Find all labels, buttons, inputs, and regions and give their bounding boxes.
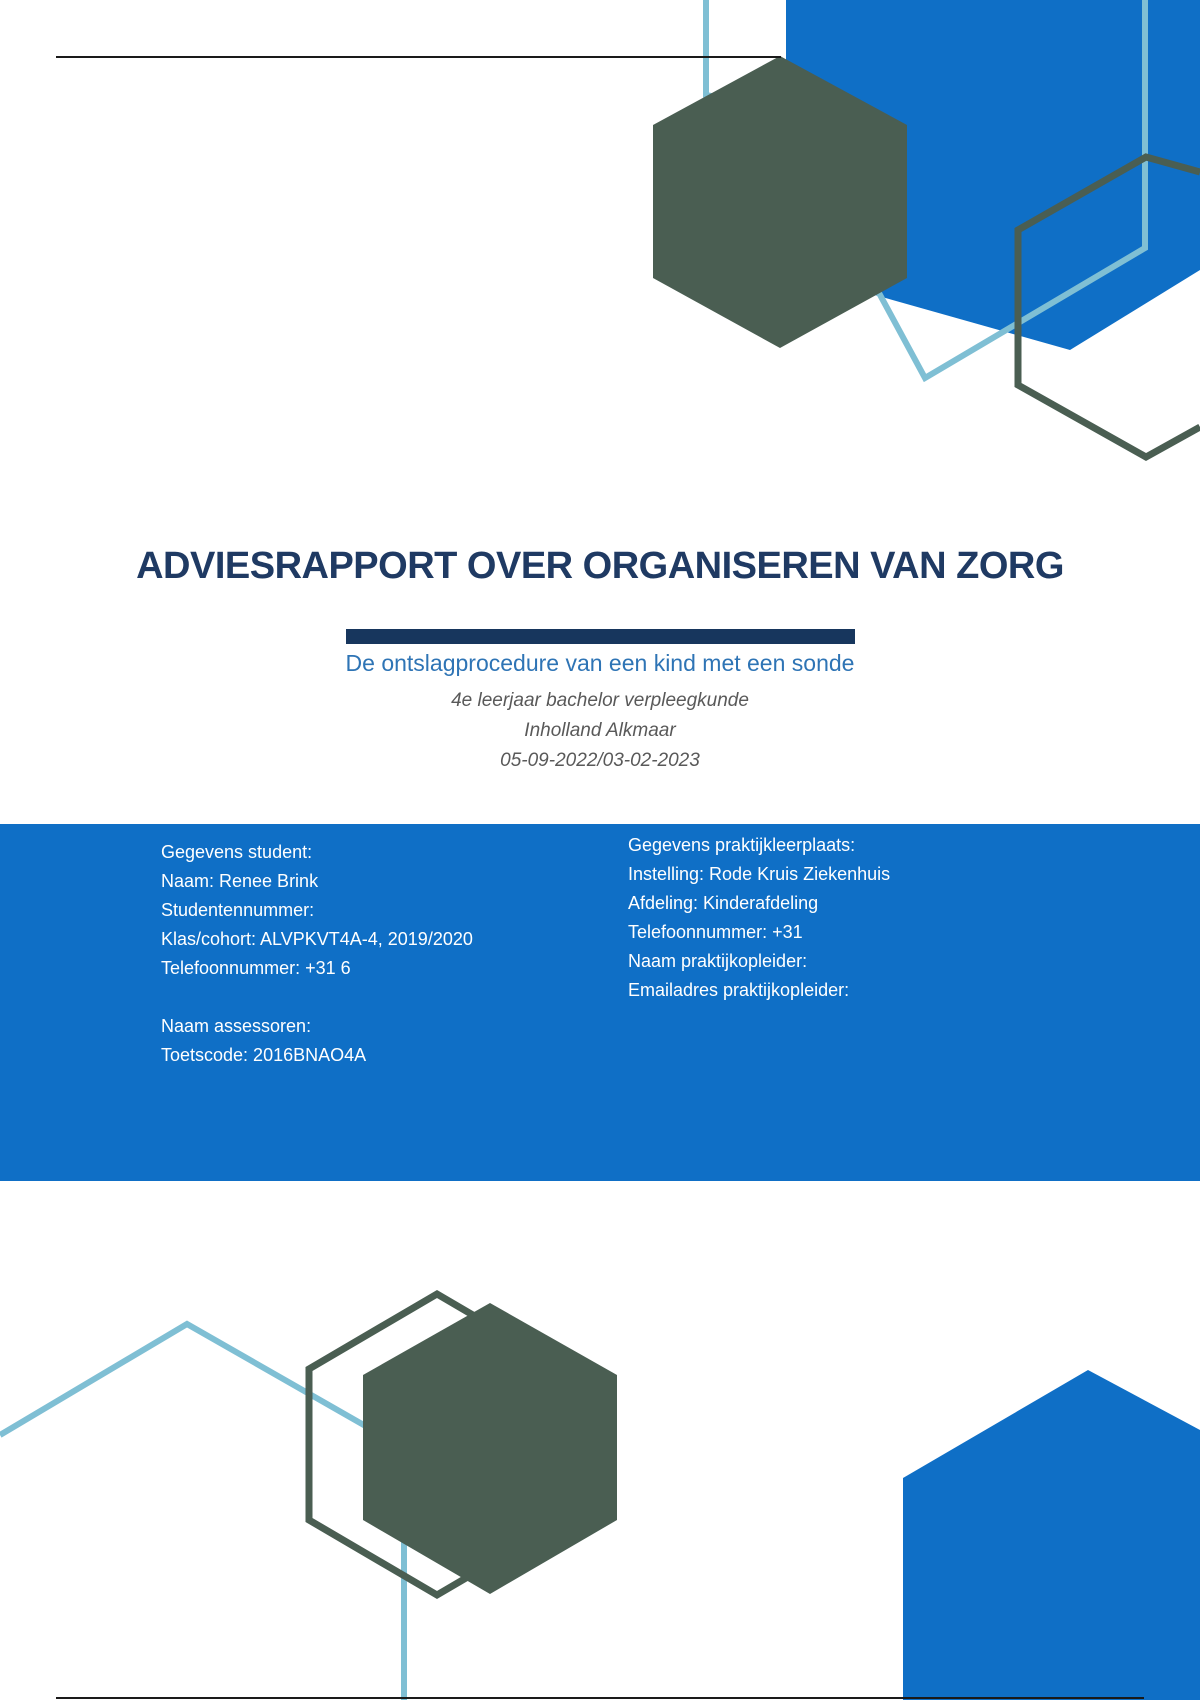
placement-department: Afdeling: Kinderafdeling <box>628 893 819 913</box>
student-heading: Gegevens student: <box>161 842 313 862</box>
report-title: ADVIESRAPPORT OVER ORGANISEREN VAN ZORG <box>136 545 1064 587</box>
student-class-cohort: Klas/cohort: ALVPKVT4A-4, 2019/2020 <box>161 929 473 949</box>
info-band <box>0 824 1200 1181</box>
supervisor-name: Naam praktijkopleider: <box>628 951 808 971</box>
report-subtitle: De ontslagprocedure van een kind met een sonde <box>345 650 855 676</box>
bottom-light-blue-line <box>0 1324 404 1700</box>
bottom-blue-hexagon-shape <box>903 1370 1200 1700</box>
institution-name: Inholland Alkmaar <box>524 720 676 741</box>
placement-heading: Gegevens praktijkleerplaats: <box>628 835 856 855</box>
student-name: Naam: Renee Brink <box>161 871 319 891</box>
placement-details <box>628 831 890 1005</box>
placement-institution: Instelling: Rode Kruis Ziekenhuis <box>628 864 891 884</box>
test-code: Toetscode: 2016BNAO4A <box>161 1045 367 1065</box>
bottom-rule <box>56 1697 1144 1699</box>
study-year: 4e leerjaar bachelor verpleegkunde <box>451 690 749 711</box>
placement-phone: Telefoonnummer: +31 <box>628 922 803 942</box>
student-phone: Telefoonnummer: +31 6 <box>161 958 351 978</box>
assessors-name: Naam assessoren: <box>161 1016 312 1036</box>
supervisor-email: Emailadres praktijkopleider: <box>628 980 850 1000</box>
student-details <box>161 838 473 1070</box>
spacer <box>161 983 473 1012</box>
title-underline-bar <box>346 629 855 644</box>
report-period: 05-09-2022/03-02-2023 <box>500 750 700 771</box>
student-number: Studentennummer: <box>161 900 315 920</box>
top-rule <box>56 56 781 58</box>
